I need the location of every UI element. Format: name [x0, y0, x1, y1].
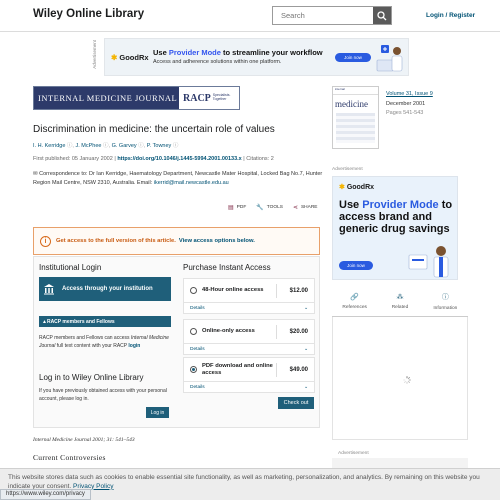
option-price: $49.00: [276, 363, 314, 377]
publication-meta: First published: 05 January 2002 | https://doi.org/10.1046/j.1445-5994.2001.00133.x | Citations: 2: [33, 156, 274, 162]
option-name: 48-Hour online access: [202, 287, 264, 294]
access-notice: i Get access to the full version of this article. View access options below.: [33, 227, 320, 255]
radio-button[interactable]: [190, 328, 197, 335]
racp-login-link[interactable]: login: [128, 343, 141, 349]
issue-pages: Pages 541-543: [386, 110, 424, 116]
racp-members-button[interactable]: ▲ RACP members and Fellows: [39, 316, 171, 327]
author-link[interactable]: G. Garvey: [111, 143, 137, 149]
tab-related[interactable]: ⁂ Related: [391, 294, 409, 310]
purchase-option[interactable]: [183, 357, 315, 393]
site-logo[interactable]: Wiley Online Library: [33, 8, 145, 20]
chevron-down-icon: ⌄: [303, 384, 308, 390]
pdf-icon: ▤: [228, 205, 234, 211]
search-icon: [377, 11, 387, 21]
racp-icon: ▲: [42, 318, 47, 325]
site-header: [0, 0, 500, 32]
ad-headline: Use Provider Mode to access brand and generic drug savings: [339, 199, 453, 235]
search-input[interactable]: [273, 7, 373, 24]
search-button[interactable]: [373, 7, 391, 24]
doctor-illustration-icon: [407, 243, 457, 279]
link-icon: 🔗: [350, 294, 360, 301]
loading-spinner-icon: [403, 376, 411, 384]
radio-button[interactable]: [190, 287, 197, 294]
purchase-title: Purchase Instant Access: [183, 263, 271, 272]
section-heading: Current Controversies: [33, 453, 106, 462]
status-bar-url: https://www.wiley.com/privacy: [0, 489, 91, 500]
doctor-illustration-icon: [375, 42, 407, 74]
side-panel-content: [332, 317, 468, 440]
search-box: [272, 6, 392, 25]
share-button[interactable]: ⋖ SHARE: [292, 205, 318, 211]
top-advertisement[interactable]: [104, 38, 409, 76]
building-icon: [39, 277, 59, 301]
option-name: PDF download and online access: [202, 363, 273, 376]
option-price: $20.00: [276, 325, 314, 339]
ad-subtext: Access and adherence solutions within one platform.: [153, 59, 282, 65]
info-icon: i: [40, 236, 51, 247]
tab-references[interactable]: 🔗 References: [342, 294, 367, 310]
author-link[interactable]: P. Towney: [146, 143, 172, 149]
option-price: $12.00: [276, 284, 314, 298]
network-icon: ⁂: [396, 294, 404, 301]
star-icon: ✱: [339, 184, 347, 191]
ad-label: Advertisement: [92, 40, 97, 69]
mail-icon: ✉: [33, 171, 40, 177]
institutional-login-title: Institutional Login: [39, 263, 102, 272]
info-icon: ⓘ: [441, 294, 449, 301]
share-icon: ⋖: [292, 205, 298, 211]
correspondence: ✉ Correspondence to: Dr Ian Kerridge, Haematology Department, Newcastle Mater Hospital, Locked Bag No.7, Hunter Region Mail Centre, NSW 2310, Australia. Email: ikerrid@mail.newcastle.edu.au: [33, 171, 323, 186]
ad-label: Advertisement: [338, 451, 369, 456]
side-tabs: [332, 287, 468, 317]
author-link[interactable]: I. H. Kerridge: [33, 143, 66, 149]
journal-banner[interactable]: [33, 86, 240, 110]
login-register-link[interactable]: Login / Register: [426, 12, 476, 19]
volume-issue-link[interactable]: Volume 31, Issue 9: [386, 91, 433, 97]
wiley-login-title: Log in to Wiley Online Library: [39, 373, 144, 382]
goodrx-logo: ✱ GoodRx: [111, 53, 149, 62]
tools-button[interactable]: 🔧 TOOLS: [256, 205, 283, 211]
chevron-down-icon: ⌄: [303, 346, 308, 352]
article-tools: [228, 204, 318, 211]
wrench-icon: 🔧: [256, 205, 264, 211]
purchase-option[interactable]: [183, 278, 315, 314]
racp-logo: RACP Specialists. Together: [179, 87, 239, 109]
wiley-login-description: If you have previously obtained access with your personal account, please log in.: [39, 388, 167, 402]
star-icon: ✱: [111, 53, 120, 62]
login-button[interactable]: Log in: [146, 407, 169, 418]
option-name: Online-only access: [202, 328, 255, 335]
journal-cover[interactable]: internal medicine: [332, 86, 379, 149]
details-toggle[interactable]: Details ⌄: [190, 384, 308, 390]
citation-line: Internal Medicine Journal 2001; 31: 541–543: [33, 437, 135, 443]
issue-date: December 2001: [386, 101, 426, 107]
author-link[interactable]: J. McPhee: [75, 143, 102, 149]
racp-description: RACP members and Fellows can access Internal Medicine Journal full text content with your RACP login: [39, 335, 169, 349]
citations-count: Citations: 2: [246, 156, 274, 162]
journal-name: INTERNAL MEDICINE JOURNAL: [34, 87, 179, 109]
cookie-text: This website stores data such as cookies to enable essential site functionality, as well as marketing, personalization, and analytics. By remaining on this website you indicate your consent. Privacy Policy: [8, 474, 480, 490]
ad-join-button[interactable]: Join now: [339, 261, 373, 270]
doi-link[interactable]: https://doi.org/10.1046/j.1445-5994.2001.00133.x: [117, 156, 242, 162]
institution-access-button[interactable]: Access through your institution: [39, 277, 171, 301]
purchase-option[interactable]: [183, 319, 315, 355]
radio-button-selected[interactable]: [190, 366, 197, 373]
article-title: Discrimination in medicine: the uncertain role of values: [33, 124, 275, 135]
access-panel: [33, 256, 320, 428]
ad-join-button[interactable]: Join now: [335, 53, 371, 62]
details-toggle[interactable]: Details ⌄: [190, 346, 308, 352]
tab-information[interactable]: ⓘ Information: [433, 294, 458, 311]
author-list: I. H. Kerridge ⓘ, J. McPhee ⓘ, G. Garvey ⓘ, P. Towney ⓘ: [33, 143, 179, 149]
ad-headline: Use Provider Mode to streamline your workflow: [153, 48, 323, 57]
chevron-down-icon: ⌄: [303, 305, 308, 311]
email-link[interactable]: ikerrid@mail.newcastle.edu.au: [153, 180, 229, 186]
details-toggle[interactable]: Details ⌄: [190, 305, 308, 311]
goodrx-logo: ✱ GoodRx: [339, 184, 375, 191]
checkout-button[interactable]: Check out: [278, 397, 314, 409]
pdf-button[interactable]: ▤ PDF: [228, 205, 247, 211]
side-advertisement[interactable]: [332, 176, 458, 280]
privacy-policy-link[interactable]: Privacy Policy: [73, 482, 114, 490]
ad-label: Advertisement: [332, 167, 363, 172]
access-options-link[interactable]: View access options below.: [178, 238, 255, 244]
